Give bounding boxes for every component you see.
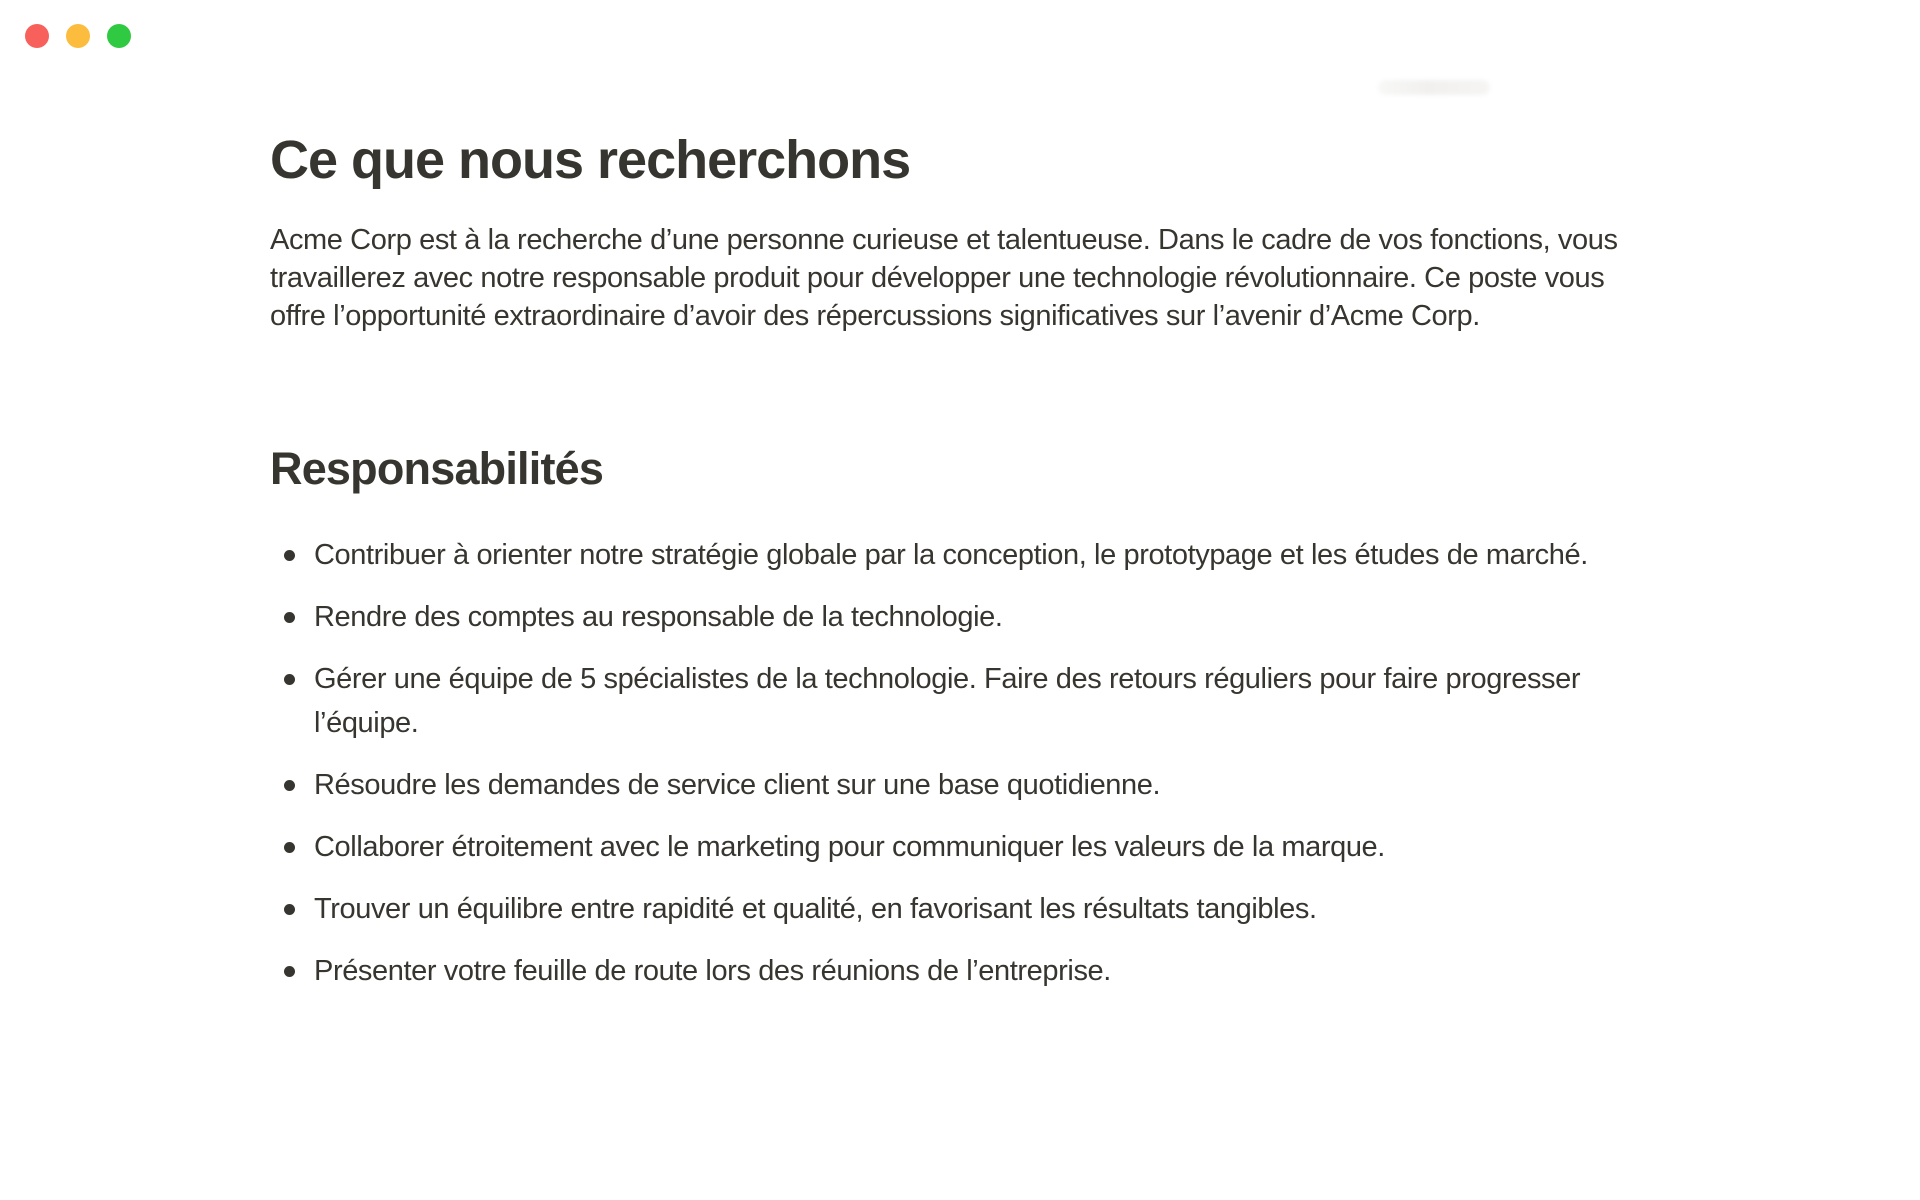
fullscreen-window-button[interactable]	[107, 24, 131, 48]
loading-placeholder	[1378, 80, 1490, 95]
bullet-icon	[284, 612, 295, 623]
list-item-text: Rendre des comptes au responsable de la technologie.	[314, 601, 1003, 634]
list-item-text: Résoudre les demandes de service client sur une base quotidienne.	[314, 769, 1161, 802]
bullet-icon	[284, 904, 295, 915]
list-item	[270, 763, 1642, 807]
bullet-icon	[284, 780, 295, 791]
list-item	[270, 657, 1642, 745]
list-item-text: Trouver un équilibre entre rapidité et qualité, en favorisant les résultats tangibles.	[314, 893, 1317, 926]
list-item-text: Gérer une équipe de 5 spécialistes de la technologie. Faire des retours réguliers pour faire progresser l’équipe.	[314, 663, 1581, 740]
document-content	[270, 128, 1642, 1011]
bullet-icon	[284, 674, 295, 685]
bullet-icon	[284, 966, 295, 977]
list-item	[270, 825, 1642, 869]
list-item-text: Contribuer à orienter notre stratégie globale par la conception, le prototypage et les études de marché.	[314, 539, 1588, 572]
list-item	[270, 533, 1642, 577]
section-heading-responsibilities: Responsabilités	[270, 442, 604, 494]
minimize-window-button[interactable]	[66, 24, 90, 48]
bullet-icon	[284, 842, 295, 853]
window-controls	[25, 24, 131, 48]
list-item	[270, 595, 1642, 639]
list-item	[270, 887, 1642, 931]
intro-paragraph: Acme Corp est à la recherche d’une personne curieuse et talentueuse. Dans le cadre de vos fonctions, vous travaillerez avec notre responsable produit pour développer une technologie révolutionnaire. Ce poste vous offre l’opportunité extraordinaire d’avoir des répercussions significatives sur l’avenir d’Acme Corp.	[270, 223, 1618, 332]
list-item-text: Présenter votre feuille de route lors des réunions de l’entreprise.	[314, 955, 1111, 988]
list-item	[270, 949, 1642, 993]
responsibilities-list	[270, 533, 1642, 993]
page-title: Ce que nous recherchons	[270, 130, 911, 190]
list-item-text: Collaborer étroitement avec le marketing pour communiquer les valeurs de la marque.	[314, 831, 1385, 864]
close-window-button[interactable]	[25, 24, 49, 48]
bullet-icon	[284, 550, 295, 561]
